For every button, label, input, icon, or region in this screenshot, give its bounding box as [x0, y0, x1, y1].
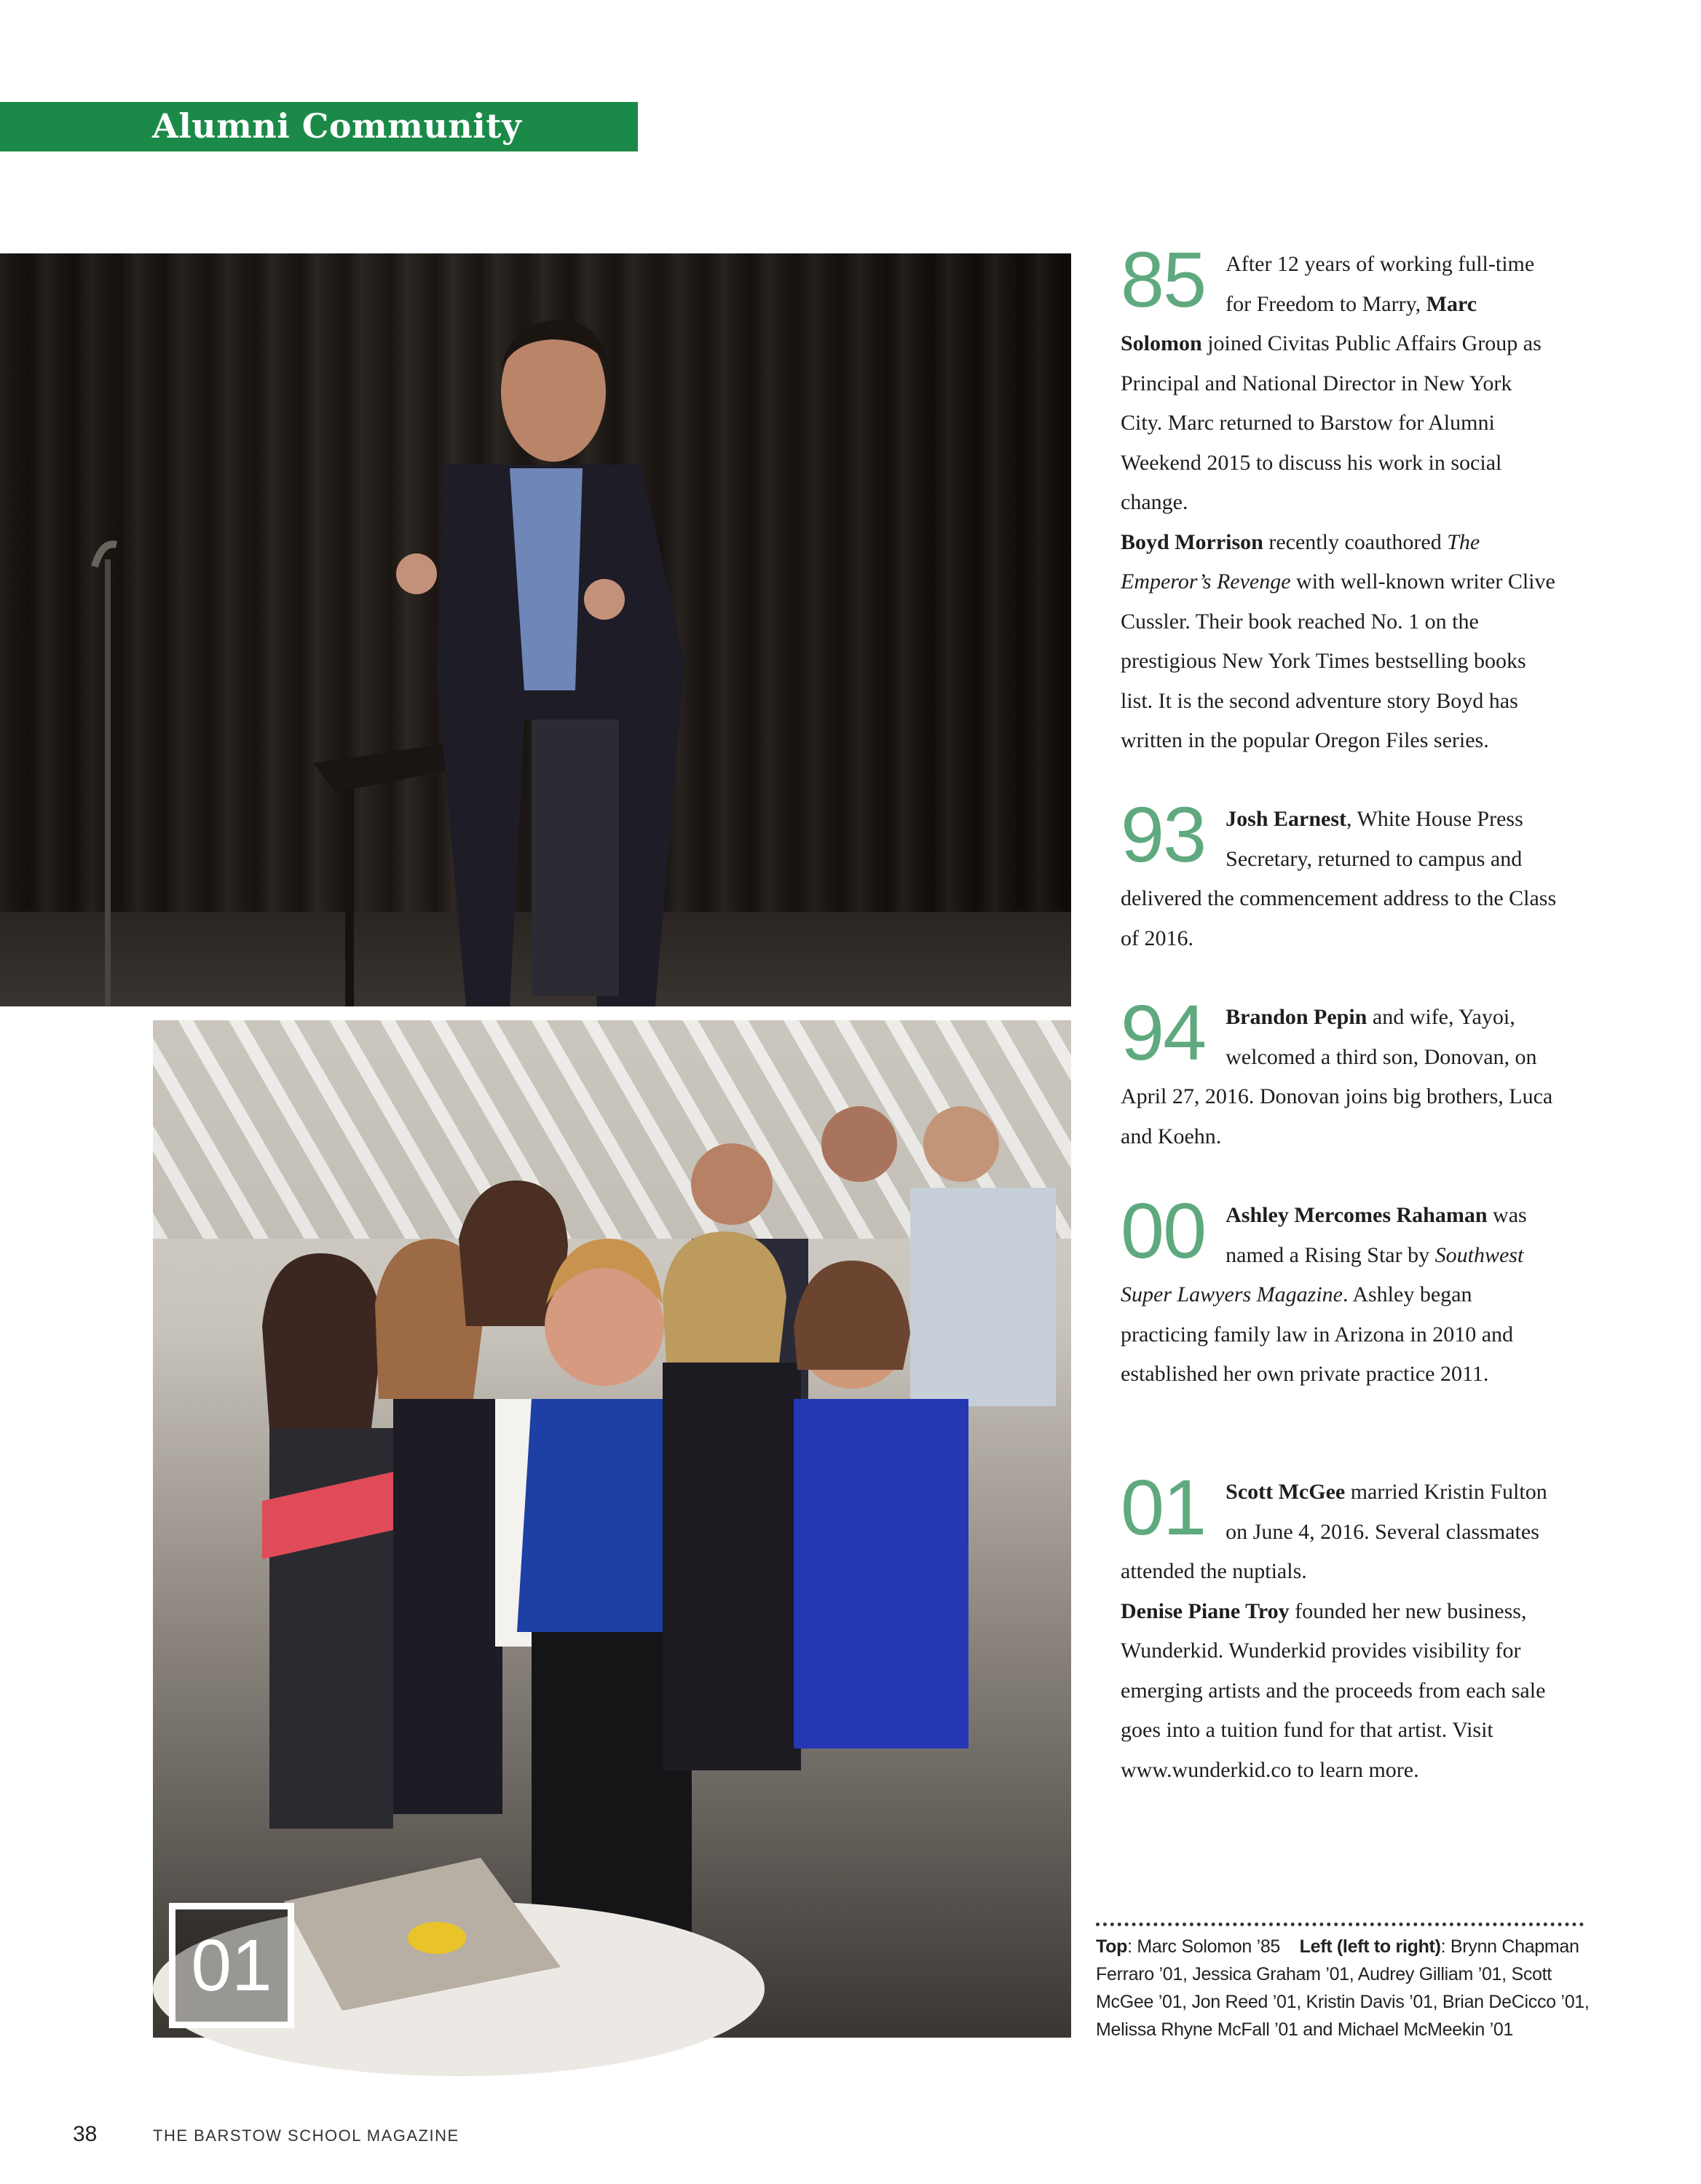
class-note-00: [1121, 1186, 1558, 1395]
class-year-01: 01: [1121, 1463, 1206, 1551]
note-marc-solomon: After 12 years of working full-time for Freedom to Marry, Marc Solomon joined Civitas Public Affairs Group as Principal and National Director in New York City. Marc returned to Barstow for Alumni Weekend 2015 to discuss his work in social change.: [1121, 252, 1542, 514]
class-year-94: 94: [1121, 988, 1206, 1076]
class-note-93: [1121, 790, 1558, 958]
year-badge-01: 01: [169, 1903, 294, 2028]
class-note-01: [1121, 1463, 1558, 1790]
class-year-93: 93: [1121, 790, 1206, 878]
note-boyd-morrison: Boyd Morrison recently coauthored The Emperor’s Revenge with well-known writer Clive Cussler. Their book reached No. 1 on the prestigious New York Times bestselling books list. It is the second adventure story Boyd has written in the popular Oregon Files series.: [1121, 529, 1555, 752]
class-note-94: [1121, 988, 1558, 1156]
page-number: 38: [73, 2122, 98, 2146]
note-ashley-rahaman: Ashley Mercomes Rahaman was named a Rising Star by Southwest Super Lawyers Magazine. Ashley began practicing family law in Arizona in 2010 and established her own private practice 2011.: [1121, 1203, 1527, 1386]
class-year-85: 85: [1121, 235, 1206, 323]
note-josh-earnest: Josh Earnest, White House Press Secretary, returned to campus and delivered the commencement address to the Class of 2016.: [1121, 807, 1557, 950]
group-illustration: [153, 1020, 1071, 2038]
speaker-illustration: [0, 253, 1071, 1006]
caption-divider: [1096, 1923, 1584, 1926]
section-title: Alumni Community: [152, 106, 522, 146]
note-scott-mcgee: Scott McGee married Kristin Fulton on June 4, 2016. Several classmates attended the nuptials.: [1121, 1480, 1547, 1583]
photo-caption: Top: Marc Solomon ’85 Left (left to right): Brynn Chapman Ferraro ’01, Jessica Graham ’01, Audrey Gilliam ’01, Scott McGee ’01, Jon Reed ’01, Kristin Davis ’01, Brian DeCicco ’01, Melissa Rhyne McFall ’01 and Michael McMeekin ’01: [1096, 1936, 1590, 2040]
class-note-85: [1121, 235, 1558, 761]
section-banner: [0, 102, 638, 151]
photo-group: [153, 1020, 1071, 2038]
magazine-name: THE BARSTOW SCHOOL MAGAZINE: [153, 2126, 459, 2145]
note-denise-troy: Denise Piane Troy founded her new business, Wunderkid. Wunderkid provides visibility for emerging artists and the proceeds from each sale goes into a tuition fund for that artist. Visit www.wunderkid.co to learn more.: [1121, 1598, 1546, 1782]
note-brandon-pepin: Brandon Pepin and wife, Yayoi, welcomed a third son, Donovan, on April 27, 2016. Donovan joins big brothers, Luca and Koehn.: [1121, 1005, 1553, 1148]
class-year-00: 00: [1121, 1186, 1206, 1274]
photo-speaker: [0, 253, 1071, 1006]
